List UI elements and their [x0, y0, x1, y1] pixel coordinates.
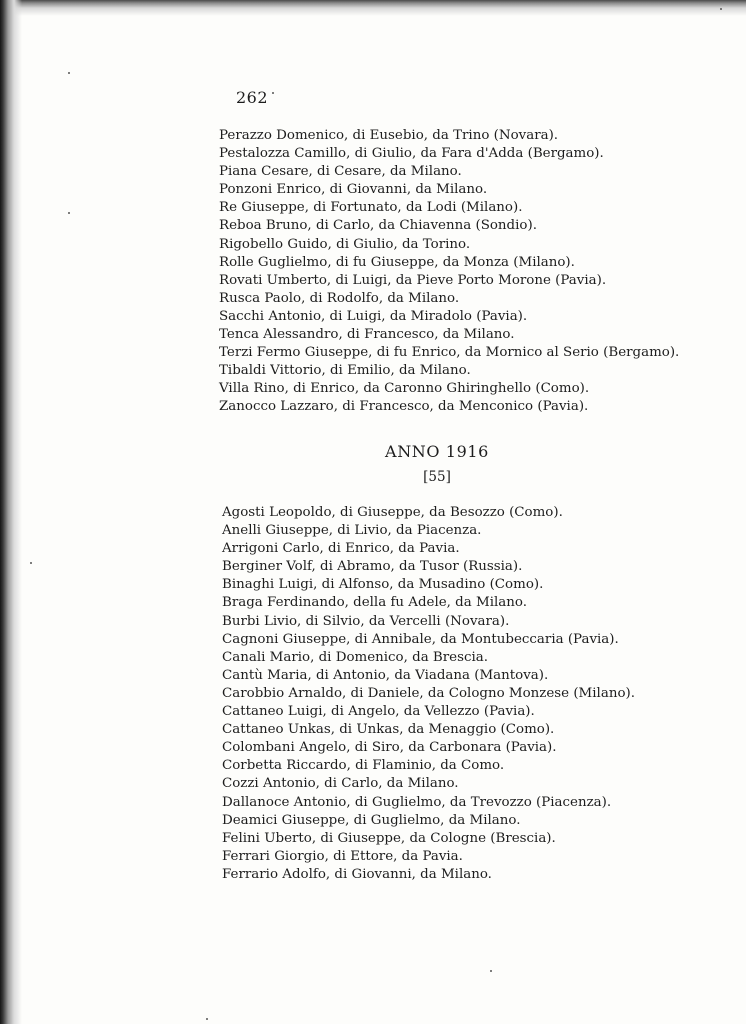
list-item: Cattaneo Unkas, di Unkas, da Menaggio (Como). [222, 722, 555, 738]
list-item: Perazzo Domenico, di Eusebio, da Trino (Novara). [219, 128, 559, 143]
list-item: Terzi Fermo Giuseppe, di fu Enrico, da Mornico al Serio (Bergamo). [219, 345, 680, 361]
scan-speck [490, 970, 492, 972]
list-item: Ponzoni Enrico, di Giovanni, da Milano. [219, 182, 488, 198]
list-item: Agosti Leopoldo, di Giuseppe, da Besozzo (Como). [222, 505, 563, 520]
list-item: Zanocco Lazzaro, di Francesco, da Menconico (Pavia). [219, 399, 589, 415]
list-item: Rusca Paolo, di Rodolfo, da Milano. [219, 290, 460, 306]
list-item: Berginer Volf, di Abramo, da Tusor (Russia). [222, 559, 523, 575]
name-list-previous-year [219, 127, 679, 417]
scan-speck [720, 8, 722, 10]
scan-speck [68, 72, 70, 74]
list-item: Tenca Alessandro, di Francesco, da Milano. [219, 327, 515, 343]
page-number: 262 [236, 88, 269, 107]
scan-speck [68, 212, 70, 214]
list-item: Burbi Livio, di Silvio, da Vercelli (Novara). [222, 613, 510, 629]
section-count: [55] [423, 469, 451, 485]
list-item: Colombani Angelo, di Siro, da Carbonara (Pavia). [222, 740, 557, 756]
list-item: Ferrario Adolfo, di Giovanni, da Milano. [222, 866, 492, 882]
list-item: Pestalozza Camillo, di Giulio, da Fara d'Adda (Bergamo). [219, 146, 604, 162]
list-item: Rolle Guglielmo, di fu Giuseppe, da Monza (Milano). [219, 254, 575, 270]
list-item: Cantù Maria, di Antonio, da Viadana (Mantova). [222, 667, 549, 683]
scan-top-edge [0, 0, 746, 16]
list-item: Rovati Umberto, di Luigi, da Pieve Porto Morone (Pavia). [219, 272, 607, 288]
section-heading-anno-1916: ANNO 1916 [385, 442, 489, 461]
list-item: Corbetta Riccardo, di Flaminio, da Como. [222, 758, 505, 774]
name-list-anno-1916 [222, 504, 635, 884]
list-item: Reboa Bruno, di Carlo, da Chiavenna (Sondio). [219, 218, 537, 234]
list-item: Re Giuseppe, di Fortunato, da Lodi (Milano). [219, 200, 523, 216]
list-item: Rigobello Guido, di Giulio, da Torino. [219, 236, 471, 252]
list-item: Carobbio Arnaldo, di Daniele, da Cologno Monzese (Milano). [222, 685, 635, 701]
list-item: Villa Rino, di Enrico, da Caronno Ghiringhello (Como). [219, 381, 590, 397]
list-item: Binaghi Luigi, di Alfonso, da Musadino (Como). [222, 577, 544, 593]
scan-speck [272, 92, 274, 94]
list-item: Cozzi Antonio, di Carlo, da Milano. [222, 776, 459, 792]
list-item: Dallanoce Antonio, di Guglielmo, da Trevozzo (Piacenza). [222, 794, 612, 810]
scan-speck [206, 1018, 208, 1020]
scan-speck [30, 562, 32, 564]
list-item: Braga Ferdinando, della fu Adele, da Milano. [222, 595, 527, 611]
list-item: Canali Mario, di Domenico, da Brescia. [222, 649, 488, 665]
list-item: Deamici Giuseppe, di Guglielmo, da Milano. [222, 812, 521, 828]
list-item: Anelli Giuseppe, di Livio, da Piacenza. [222, 523, 482, 539]
list-item: Cagnoni Giuseppe, di Annibale, da Montubeccaria (Pavia). [222, 631, 619, 647]
list-item: Sacchi Antonio, di Luigi, da Miradolo (Pavia). [219, 308, 528, 324]
list-item: Tibaldi Vittorio, di Emilio, da Milano. [219, 363, 471, 379]
list-item: Arrigoni Carlo, di Enrico, da Pavia. [222, 541, 460, 557]
list-item: Felini Uberto, di Giuseppe, da Cologne (Brescia). [222, 830, 556, 846]
list-item: Ferrari Giorgio, di Ettore, da Pavia. [222, 848, 463, 864]
list-item: Cattaneo Luigi, di Angelo, da Vellezzo (Pavia). [222, 704, 535, 720]
scan-binding-edge [0, 0, 22, 1024]
list-item: Piana Cesare, di Cesare, da Milano. [219, 164, 462, 180]
